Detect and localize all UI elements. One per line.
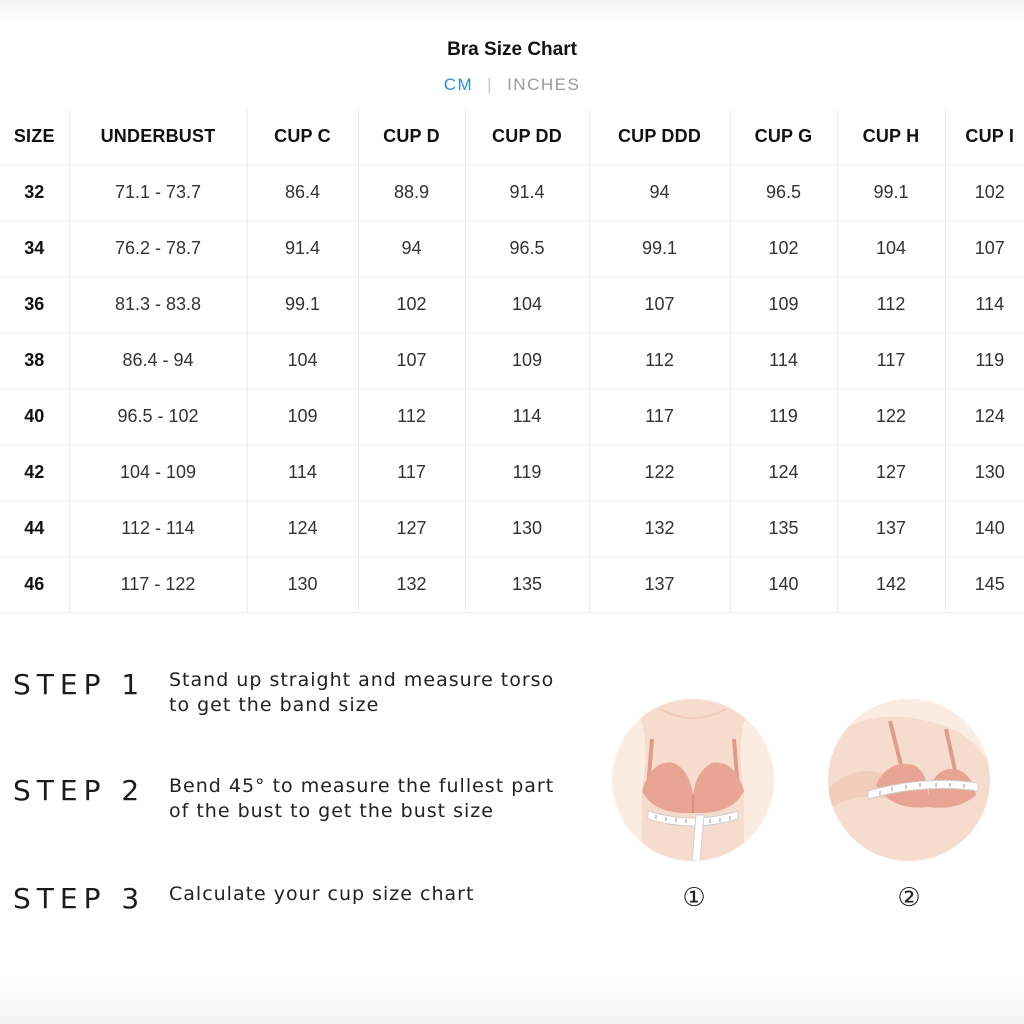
- illustration-2-number: ②: [897, 883, 921, 913]
- step-2-line-1: Bend 45° to measure the fullest part: [169, 775, 555, 797]
- table-row: [0, 277, 1024, 333]
- table-cell: 88.9: [358, 165, 465, 221]
- size-cell: 34: [0, 221, 69, 277]
- table-cell: 130: [247, 557, 358, 613]
- header-cup-d: CUP D: [358, 109, 465, 165]
- table-cell: 104: [465, 277, 589, 333]
- table-cell: 86.4: [247, 165, 358, 221]
- table-cell: 124: [247, 501, 358, 557]
- header-cup-h: CUP H: [837, 109, 945, 165]
- table-cell: 99.1: [837, 165, 945, 221]
- size-cell: 44: [0, 501, 69, 557]
- table-cell: 107: [358, 333, 465, 389]
- table-cell: 114: [247, 445, 358, 501]
- table-cell: 107: [945, 221, 1024, 277]
- header-size: SIZE: [0, 109, 69, 165]
- table-cell: 91.4: [247, 221, 358, 277]
- table-cell: 119: [465, 445, 589, 501]
- table-cell: 114: [465, 389, 589, 445]
- unit-separator: |: [487, 75, 494, 94]
- size-cell: 36: [0, 277, 69, 333]
- standing-measure-illustration: [612, 699, 774, 861]
- table-row: [0, 165, 1024, 221]
- step-1: [13, 668, 569, 718]
- header-cup-ddd: CUP DDD: [589, 109, 730, 165]
- illustration-1-number: ①: [682, 883, 706, 913]
- table-cell: 96.5: [465, 221, 589, 277]
- table-cell: 140: [945, 501, 1024, 557]
- step-2-text: [169, 774, 569, 824]
- table-cell: 117 - 122: [69, 557, 247, 613]
- table-cell: 112 - 114: [69, 501, 247, 557]
- table-cell: 76.2 - 78.7: [69, 221, 247, 277]
- table-cell: 94: [358, 221, 465, 277]
- table-cell: 104 - 109: [69, 445, 247, 501]
- table-cell: 132: [358, 557, 465, 613]
- table-row: [0, 333, 1024, 389]
- table-cell: 86.4 - 94: [69, 333, 247, 389]
- header-cup-dd: CUP DD: [465, 109, 589, 165]
- table-cell: 112: [589, 333, 730, 389]
- table-header-row: [0, 109, 1024, 165]
- table-cell: 109: [247, 389, 358, 445]
- top-fade: [0, 0, 1024, 22]
- table-cell: 117: [358, 445, 465, 501]
- table-cell: 127: [358, 501, 465, 557]
- table-cell: 127: [837, 445, 945, 501]
- table-cell: 137: [837, 501, 945, 557]
- header-underbust: UNDERBUST: [69, 109, 247, 165]
- step-3-label: STEP 3: [13, 882, 146, 915]
- table-body: [0, 165, 1024, 613]
- header-cup-g: CUP G: [730, 109, 837, 165]
- table-cell: 107: [589, 277, 730, 333]
- table-row: [0, 221, 1024, 277]
- table-cell: 99.1: [589, 221, 730, 277]
- page-title: Bra Size Chart: [447, 39, 577, 60]
- table-row: [0, 389, 1024, 445]
- table-cell: 124: [945, 389, 1024, 445]
- table-cell: 102: [730, 221, 837, 277]
- table-cell: 99.1: [247, 277, 358, 333]
- unit-toggle: [0, 75, 1024, 95]
- table-cell: 102: [358, 277, 465, 333]
- table-cell: 109: [730, 277, 837, 333]
- table-cell: 119: [730, 389, 837, 445]
- step-1-line-2: to get the band size: [169, 694, 380, 716]
- step-2: [13, 774, 569, 824]
- size-cell: 38: [0, 333, 69, 389]
- table-row: [0, 445, 1024, 501]
- table-cell: 145: [945, 557, 1024, 613]
- table-cell: 135: [465, 557, 589, 613]
- table-cell: 132: [589, 501, 730, 557]
- step-1-text: [169, 668, 569, 718]
- step-3: [13, 882, 569, 916]
- table-cell: 109: [465, 333, 589, 389]
- size-cell: 32: [0, 165, 69, 221]
- size-table: [0, 109, 1024, 613]
- table-cell: 96.5: [730, 165, 837, 221]
- size-cell: 46: [0, 557, 69, 613]
- table-cell: 94: [589, 165, 730, 221]
- table-cell: 104: [247, 333, 358, 389]
- table-cell: 117: [837, 333, 945, 389]
- table-cell: 104: [837, 221, 945, 277]
- step-2-line-2: of the bust to get the bust size: [169, 800, 494, 822]
- step-1-label: STEP 1: [13, 668, 146, 701]
- table-row: [0, 557, 1024, 613]
- unit-inches-tab[interactable]: INCHES: [507, 75, 581, 94]
- table-cell: 102: [945, 165, 1024, 221]
- table-cell: 71.1 - 73.7: [69, 165, 247, 221]
- table-cell: 114: [730, 333, 837, 389]
- step-2-label: STEP 2: [13, 774, 146, 807]
- header-cup-i: CUP I: [945, 109, 1024, 165]
- size-cell: 42: [0, 445, 69, 501]
- table-cell: 81.3 - 83.8: [69, 277, 247, 333]
- bending-measure-illustration: [828, 699, 990, 861]
- table-cell: 122: [837, 389, 945, 445]
- table-cell: 96.5 - 102: [69, 389, 247, 445]
- size-cell: 40: [0, 389, 69, 445]
- table-cell: 91.4: [465, 165, 589, 221]
- table-cell: 124: [730, 445, 837, 501]
- table-cell: 112: [837, 277, 945, 333]
- step-3-line-1: Calculate your cup size chart: [169, 883, 475, 905]
- step-3-text: [169, 882, 569, 907]
- unit-cm-tab[interactable]: CM: [443, 75, 474, 94]
- table-cell: 117: [589, 389, 730, 445]
- table-cell: 130: [945, 445, 1024, 501]
- table-cell: 122: [589, 445, 730, 501]
- bottom-fade: [0, 978, 1024, 1024]
- step-1-line-1: Stand up straight and measure torso: [169, 669, 555, 691]
- table-cell: 112: [358, 389, 465, 445]
- table-cell: 130: [465, 501, 589, 557]
- header-cup-c: CUP C: [247, 109, 358, 165]
- table-cell: 119: [945, 333, 1024, 389]
- table-cell: 135: [730, 501, 837, 557]
- table-cell: 114: [945, 277, 1024, 333]
- table-cell: 140: [730, 557, 837, 613]
- table-cell: 142: [837, 557, 945, 613]
- table-cell: 137: [589, 557, 730, 613]
- table-row: [0, 501, 1024, 557]
